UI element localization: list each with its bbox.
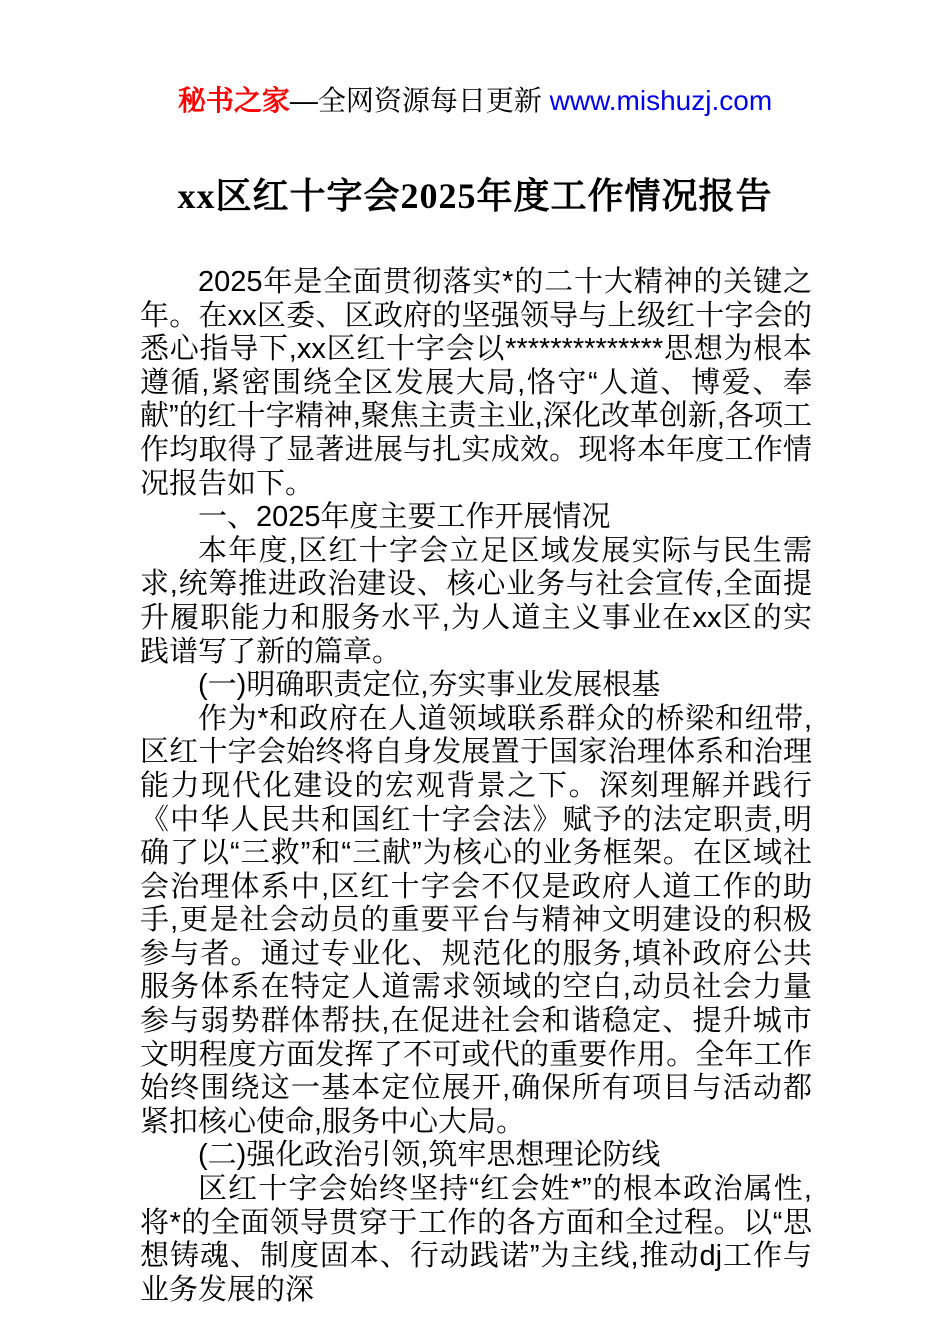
body-paragraph: 2025年是全面贯彻落实*的二十大精神的关键之年。在xx区委、区政府的坚强领导与上级红十字会的悉心指导下,xx区红十字会以**************思想为根本遵循,紧密围绕全区发展大局,恪守“人道、博爱、奉献”的红十字精神,聚焦主责主业,深化改革创新,各项工作均取得了显著进展与扎实成效。现将本年度工作情况报告如下。 — [140, 266, 812, 500]
body-paragraph: 本年度,区红十字会立足区域发展实际与民生需求,统筹推进政治建设、核心业务与社会宣传,全面提升履职能力和服务水平,为人道主义事业在xx区的实践谱写了新的篇章。 — [140, 534, 812, 668]
document-title: xx区红十字会2025年度工作情况报告 — [177, 176, 773, 216]
document-body — [140, 266, 812, 1307]
site-tagline: —全网资源每日更新 — [289, 85, 550, 116]
body-paragraph: 作为*和政府在人道领域联系群众的桥梁和纽带,区红十字会始终将自身发展置于国家治理体系和治理能力现代化建设的宏观背景之下。深刻理解并践行《中华人民共和国红十字会法》赋予的法定职责,明确了以“三救”和“三献”为核心的业务框架。在区域社会治理体系中,区红十字会不仅是政府人道工作的助手,更是社会动员的重要平台与精神文明建设的积极参与者。通过专业化、规范化的服务,填补政府公共服务体系在特定人道需求领域的空白,动员社会力量参与弱势群体帮扶,在促进社会和谐稳定、提升城市文明程度方面发挥了不可或代的重要作用。全年工作始终围绕这一基本定位展开,确保所有项目与活动都紧扣核心使命,服务中心大局。 — [140, 702, 812, 1138]
section-heading: (二)强化政治引领,筑牢思想理论防线 — [198, 1139, 661, 1172]
section-heading: (一)明确职责定位,夯实事业发展根基 — [198, 669, 661, 702]
section-heading: 一、2025年度主要工作开展情况 — [198, 501, 611, 534]
site-header — [0, 0, 950, 118]
site-url-link[interactable]: www.mishuzj.com — [549, 85, 773, 116]
body-paragraph: 区红十字会始终坚持“红会姓*”的根本政治属性,将*的全面领导贯穿于工作的各方面和全过程。以“思想铸魂、制度固本、行动践诺”为主线,推动dj工作与业务发展的深 — [140, 1173, 812, 1306]
site-name: 秘书之家 — [177, 85, 290, 116]
